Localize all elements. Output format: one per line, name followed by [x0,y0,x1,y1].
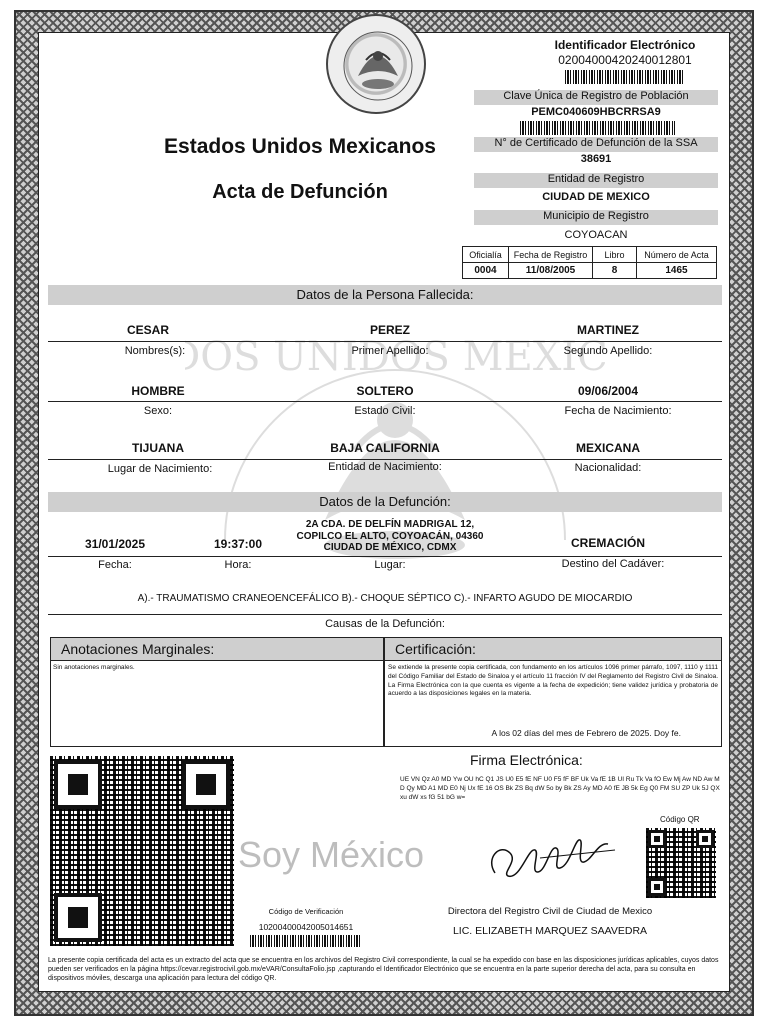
eagle-seal-icon [328,16,428,116]
divider [48,459,722,460]
ssa-value: 38691 [580,153,612,165]
qr-finder [648,830,666,848]
director-name: LIC. ELIZABETH MARQUEZ SAAVEDRA [452,925,648,937]
electronic-id-label: Identificador Electrónico [554,38,696,52]
verification-label: Código de Verificación [268,907,344,916]
signature-hash: UE VN Qz A0 MD Yw OU hC Q1 JS U0 E5 fE NF U0 F5 fF BF Uk Va fE 1B UI Ru Tk Va fO Ew Mj Aw ND Aw MD Qy MD A1 MD E0 Nj Ux fE 16 OS Bk ZS Bq dW 5o by Bk ZS Ay MD A0 fE JB 5k Eg Q0 FM SU ZP Uk 5J QX xu dW xs fG 51 bG w= [400,776,720,801]
national-seal [326,14,426,114]
electronic-id-value: 02004000420240012801 [558,53,692,67]
deceased-birth-place: TIJUANA [131,441,184,455]
death-date: 31/01/2025 [84,537,146,551]
registry-date: 11/08/2005 [509,263,593,279]
death-time-label: Hora: [224,559,252,571]
certification-text: Se extiende la presente copia certificada, con fundamento en los artículos 1096 primer párrafo, 1097, 1110 y 1111 del Código Familiar del Estado de Sinaloa y el artículo 11 fracción IV del Reglamento del Registro Civil de Sinaloa. La Firma Electrónica con la que cuenta es vigente a la fecha de expedición; tiene validez jurídica y probatoria de acuerdo a las disposiciones legales en la materia. [388,664,718,698]
verification-barcode [250,935,362,947]
curp-barcode [520,121,675,135]
deceased-nationality: MEXICANA [575,441,640,455]
registry-header-date: Fecha de Registro [509,247,593,263]
registry-number: 1465 [637,263,717,279]
divider [48,556,722,557]
registry-office: 0004 [463,263,509,279]
deceased-birth-entity: BAJA CALIFORNIA [330,441,440,455]
death-section-title: Datos de la Defunción: [48,492,722,512]
registry-book: 8 [593,263,637,279]
annotations-box [50,637,384,747]
sex-label: Sexo: [143,405,173,417]
director-title: Directora del Registro Civil de Ciudad de Mexico [447,906,653,917]
slogan-watermark: Soy México [238,834,425,875]
death-causes: A).- TRAUMATISMO CRANEOENCEFÁLICO B).- CHOQUE SÉPTICO C).- INFARTO AGUDO DE MIOCARDIO [137,593,633,604]
divider [48,341,722,342]
divider [48,401,722,402]
registry-table [462,246,717,279]
names-label: Nombres(s): [124,345,186,357]
annotations-text: Sin anotaciones marginales. [53,664,135,671]
qr-finder [54,760,102,809]
deceased-second-surname: MARTINEZ [577,323,639,337]
annotations-title: Anotaciones Marginales: [51,638,383,661]
municipality-value: COYOACAN [564,229,628,241]
deceased-first-surname: PEREZ [369,323,410,337]
death-time: 19:37:00 [213,537,263,551]
ssa-label: N° de Certificado de Defunción de la SSA [474,137,718,152]
certification-title: Certificación: [385,638,721,661]
certification-date: A los 02 días del mes de Febrero de 2025. Doy fe. [491,728,681,738]
qr-finder [182,760,230,809]
birth-place-label: Lugar de Nacimiento: [107,463,213,475]
verification-qr-code [50,756,234,946]
small-qr-code [646,828,716,898]
curp-value: PEMC040609HBCRRSA9 [531,106,661,118]
deceased-names: CESAR [126,323,169,337]
entity-label: Entidad de Registro [474,173,718,188]
death-date-label: Fecha: [98,559,132,571]
electronic-id-barcode [565,70,685,84]
death-place-label: Lugar: [374,559,406,571]
death-place-line: COPILCO EL ALTO, COYOACÁN, 04360 [296,530,484,542]
second-surname-label: Segundo Apellido: [563,345,653,357]
birth-date-label: Fecha de Nacimiento: [564,405,672,417]
body-destination: CREMACIÓN [571,536,645,550]
certification-box [384,637,722,747]
handwritten-signature-icon [480,828,620,888]
deceased-birth-date: 09/06/2004 [577,384,639,398]
death-place-line: CIUDAD DE MÉXICO, CDMX [323,542,457,553]
deceased-civil-status: SOLTERO [356,384,414,398]
death-place-line: 2A CDA. DE DELFÍN MADRIGAL 12, [305,519,475,530]
document-title: Acta de Defunción [212,181,388,203]
death-place [290,519,490,554]
signature-title: Firma Electrónica: [470,752,583,768]
legal-footer: La presente copia certificada del acta es un extracto del acta que se encuentra en los archivos del Registro Civil correspondiente, la cual se ha expedido con base en las disposiciones jurídicas aplicables, cuyos datos pueden ser verificados en la página https://cevar.registrocivil.gob.mx/eVAR/ConsultaFolio.jsp ,capturando el Identificador Electrónico que se encuentra en la parte superior derecha del acta, para su consulta en dispositivos móviles, descarga una aplicación para lectura del código QR. [48,957,719,983]
entity-value: CIUDAD DE MEXICO [542,191,650,203]
destination-label: Destino del Cadáver: [561,558,665,570]
qr-label: Código QR [660,815,700,824]
curp-label: Clave Única de Registro de Población [474,90,718,105]
municipality-label: Municipio de Registro [474,210,718,225]
person-section-title: Datos de la Persona Fallecida: [48,285,722,305]
country-title: Estados Unidos Mexicanos [164,135,436,158]
qr-finder [696,830,714,848]
verification-value: 10200400042005014651 [258,922,354,932]
registry-header-office: Oficialía [463,247,509,263]
nationality-label: Nacionalidad: [574,462,642,474]
causes-label: Causas de la Defunción: [325,618,445,630]
first-surname-label: Primer Apellido: [351,345,429,357]
qr-finder [54,893,102,942]
divider [48,614,722,615]
birth-entity-label: Entidad de Nacimiento: [328,461,442,473]
registry-header-number: Número de Acta [637,247,717,263]
deceased-sex: HOMBRE [131,384,185,398]
civil-status-label: Estado Civil: [354,405,416,417]
qr-finder [648,878,666,896]
registry-header-book: Libro [593,247,637,263]
